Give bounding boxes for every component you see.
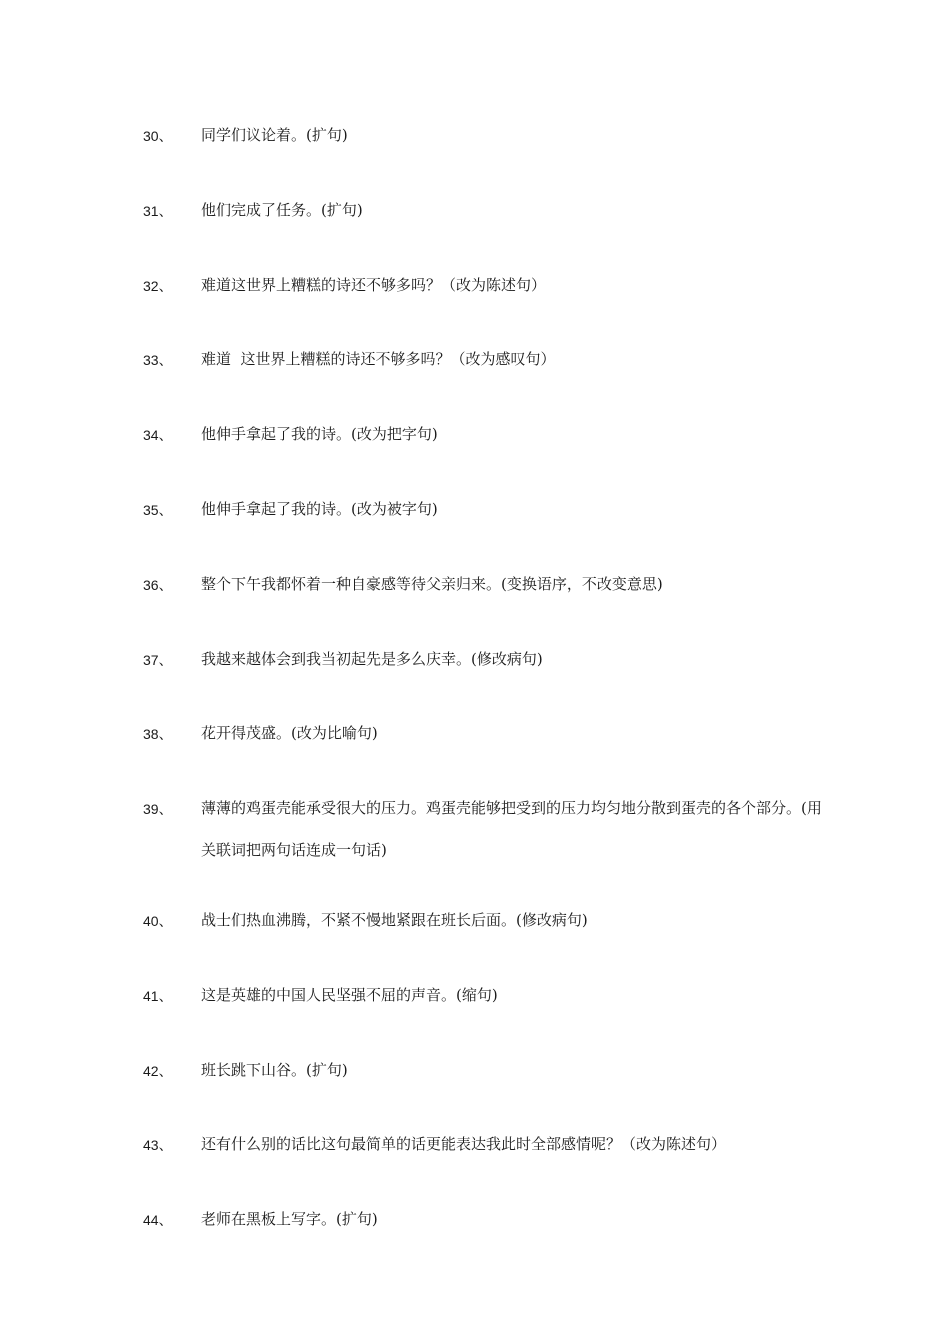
item-text: 他伸手拿起了我的诗。(改为被字句) — [201, 500, 438, 518]
item-text: 他们完成了任务。(扩句) — [201, 201, 363, 219]
item-text: 还有什么别的话比这句最简单的话更能表达我此时全部感情呢？（改为陈述句） — [201, 1135, 727, 1153]
item-number: 30、 — [143, 128, 173, 144]
item-text: 整个下午我都怀着一种自豪感等待父亲归来。(变换语序，不改变意思) — [201, 575, 663, 593]
item-number: 38、 — [143, 726, 173, 742]
exercise-item — [143, 124, 823, 156]
item-text: 这是英雄的中国人民坚强不屈的声音。(缩句) — [201, 986, 498, 1004]
exercise-item — [143, 984, 823, 1016]
exercise-item — [143, 423, 823, 455]
item-text: 薄薄的鸡蛋壳能承受很大的压力。鸡蛋壳能够把受到的压力均匀地分散到蛋壳的各个部分。(用关联词把两句话连成一句话) — [201, 799, 822, 859]
exercise-item — [143, 199, 823, 231]
item-number: 39、 — [143, 801, 173, 817]
item-number: 35、 — [143, 502, 173, 518]
item-number: 43、 — [143, 1137, 173, 1153]
item-text: 花开得茂盛。(改为比喻句) — [201, 724, 378, 742]
item-text: 他伸手拿起了我的诗。(改为把字句) — [201, 425, 438, 443]
item-number: 31、 — [143, 203, 173, 219]
item-number: 33、 — [143, 352, 173, 368]
exercise-item — [143, 274, 823, 306]
item-text: 班长跳下山谷。(扩句) — [201, 1061, 348, 1079]
item-text: 难道这世界上糟糕的诗还不够多吗？（改为陈述句） — [201, 276, 547, 294]
exercise-item — [143, 1059, 823, 1091]
exercise-item — [143, 909, 823, 941]
exercise-item — [143, 1208, 823, 1240]
exercise-item — [143, 348, 823, 380]
item-number: 36、 — [143, 577, 173, 593]
exercise-item — [143, 498, 823, 530]
item-text: 战士们热血沸腾，不紧不慢地紧跟在班长后面。(修改病句) — [201, 911, 588, 929]
exercise-item — [143, 722, 823, 754]
exercise-item — [143, 648, 823, 680]
item-number: 41、 — [143, 988, 173, 1004]
item-text: 难道 这世界上糟糕的诗还不够多吗？（改为感叹句） — [201, 350, 556, 368]
item-number: 42、 — [143, 1063, 173, 1079]
item-number: 34、 — [143, 427, 173, 443]
item-text: 老师在黑板上写字。(扩句) — [201, 1210, 378, 1228]
item-text: 我越来越体会到我当初起先是多么庆幸。(修改病句) — [201, 650, 543, 668]
exercise-item — [143, 1133, 823, 1165]
item-number: 37、 — [143, 652, 173, 668]
item-number: 44、 — [143, 1212, 173, 1228]
item-number: 40、 — [143, 913, 173, 929]
item-text: 同学们议论着。(扩句) — [201, 126, 348, 144]
exercise-item — [143, 573, 823, 605]
exercise-item — [143, 797, 823, 871]
item-number: 32、 — [143, 278, 173, 294]
